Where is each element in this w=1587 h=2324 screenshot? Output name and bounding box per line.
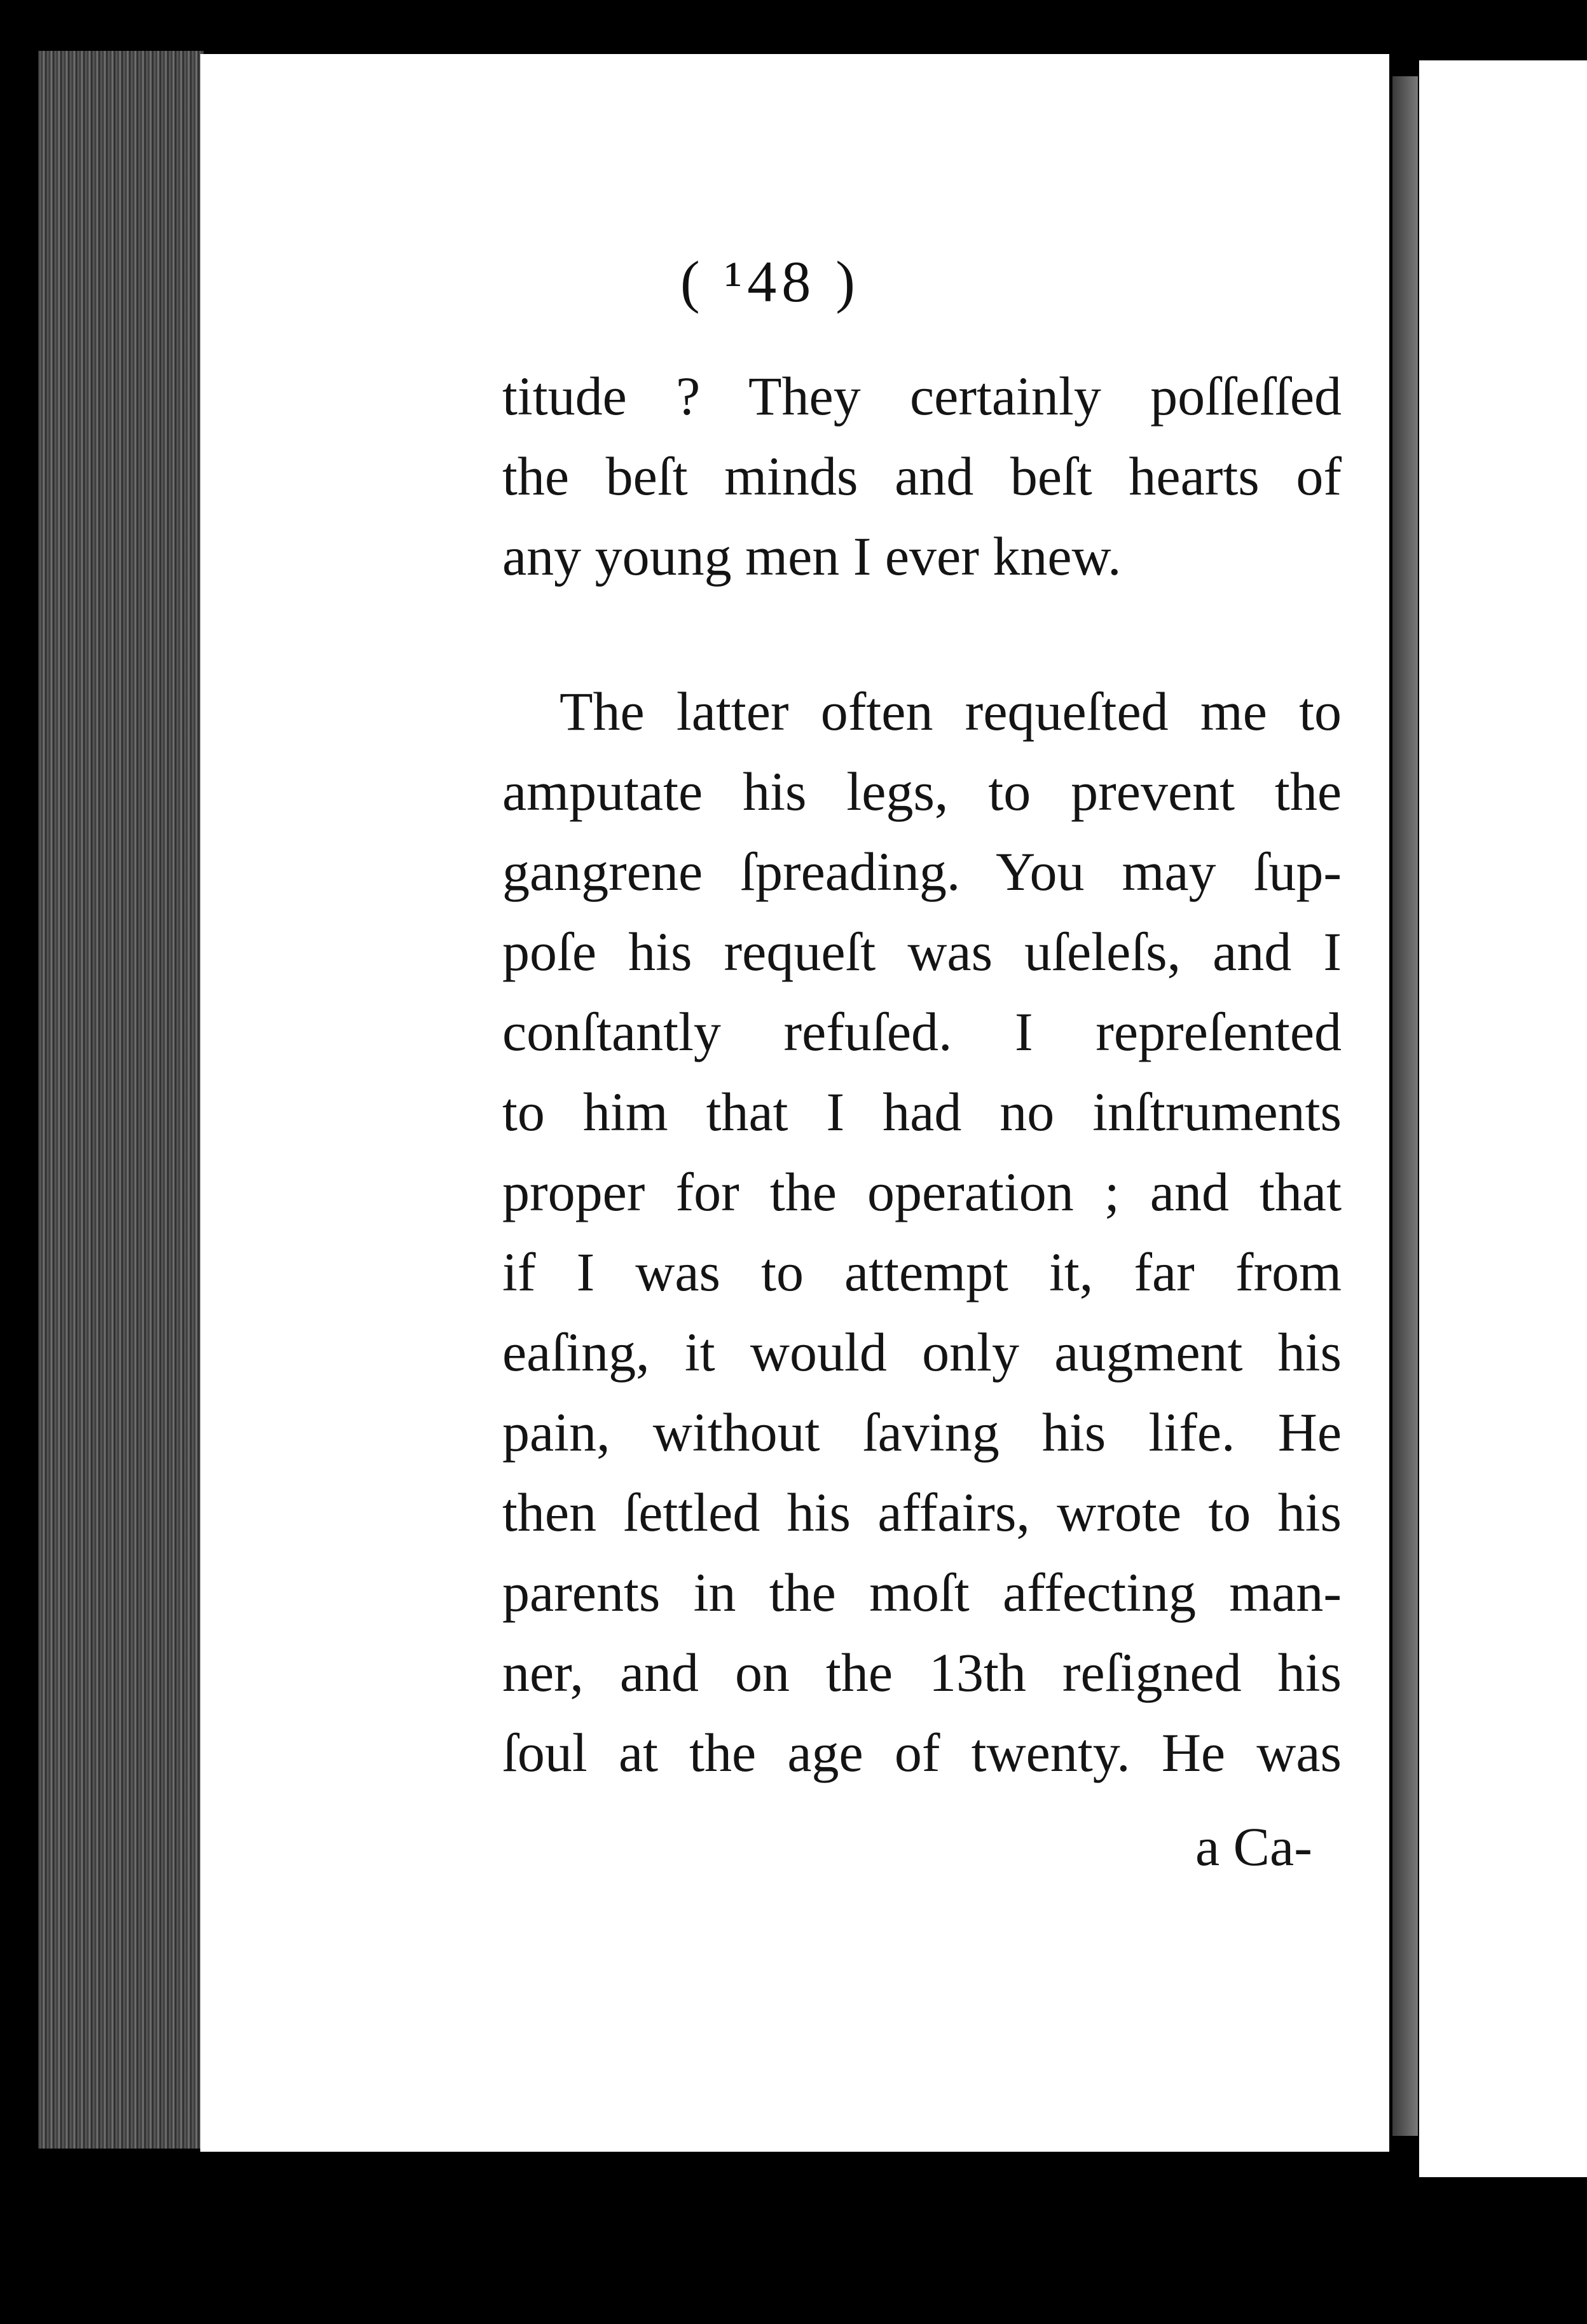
page-number: ( ¹48 )	[680, 249, 860, 314]
book-spine	[38, 51, 203, 2149]
text-line: amputate his legs, to prevent the	[502, 761, 1342, 822]
text-line: conſtantly refuſed. I repreſented	[502, 1001, 1342, 1062]
text-line: ner, and on the 13th reſigned his	[502, 1642, 1342, 1703]
text-line: the beſt minds and beſt hearts of	[502, 446, 1342, 507]
left-page-text	[502, 356, 1342, 1793]
text-line: pain, without ſaving his life. He	[502, 1402, 1342, 1463]
paragraph-break	[502, 596, 1342, 671]
text-line: eaſing, it would only augment his	[502, 1322, 1342, 1383]
right-page	[1419, 60, 1587, 2177]
text-line: parents in the moſt affecting man-	[502, 1562, 1342, 1623]
text-line: titude ? They certainly poſſeſſed	[502, 366, 1342, 427]
text-line: ſoul at the age of twenty. He was	[502, 1722, 1342, 1783]
text-line: then ſettled his affairs, wrote to his	[502, 1482, 1342, 1543]
text-line: poſe his requeſt was uſeleſs, and I	[502, 921, 1342, 982]
page-gutter	[1392, 76, 1418, 2136]
text-line: any young men I ever knew.	[502, 526, 1122, 587]
text-line: gangrene ſpreading. You may ſup-	[502, 841, 1342, 902]
catchword: a Ca-	[1195, 1816, 1312, 1877]
text-line: The latter often requeſted me to	[560, 681, 1342, 742]
text-line: proper for the operation ; and that	[502, 1161, 1342, 1222]
text-line: if I was to attempt it, far from	[502, 1241, 1342, 1302]
text-line: to him that I had no inſtruments	[502, 1081, 1342, 1142]
